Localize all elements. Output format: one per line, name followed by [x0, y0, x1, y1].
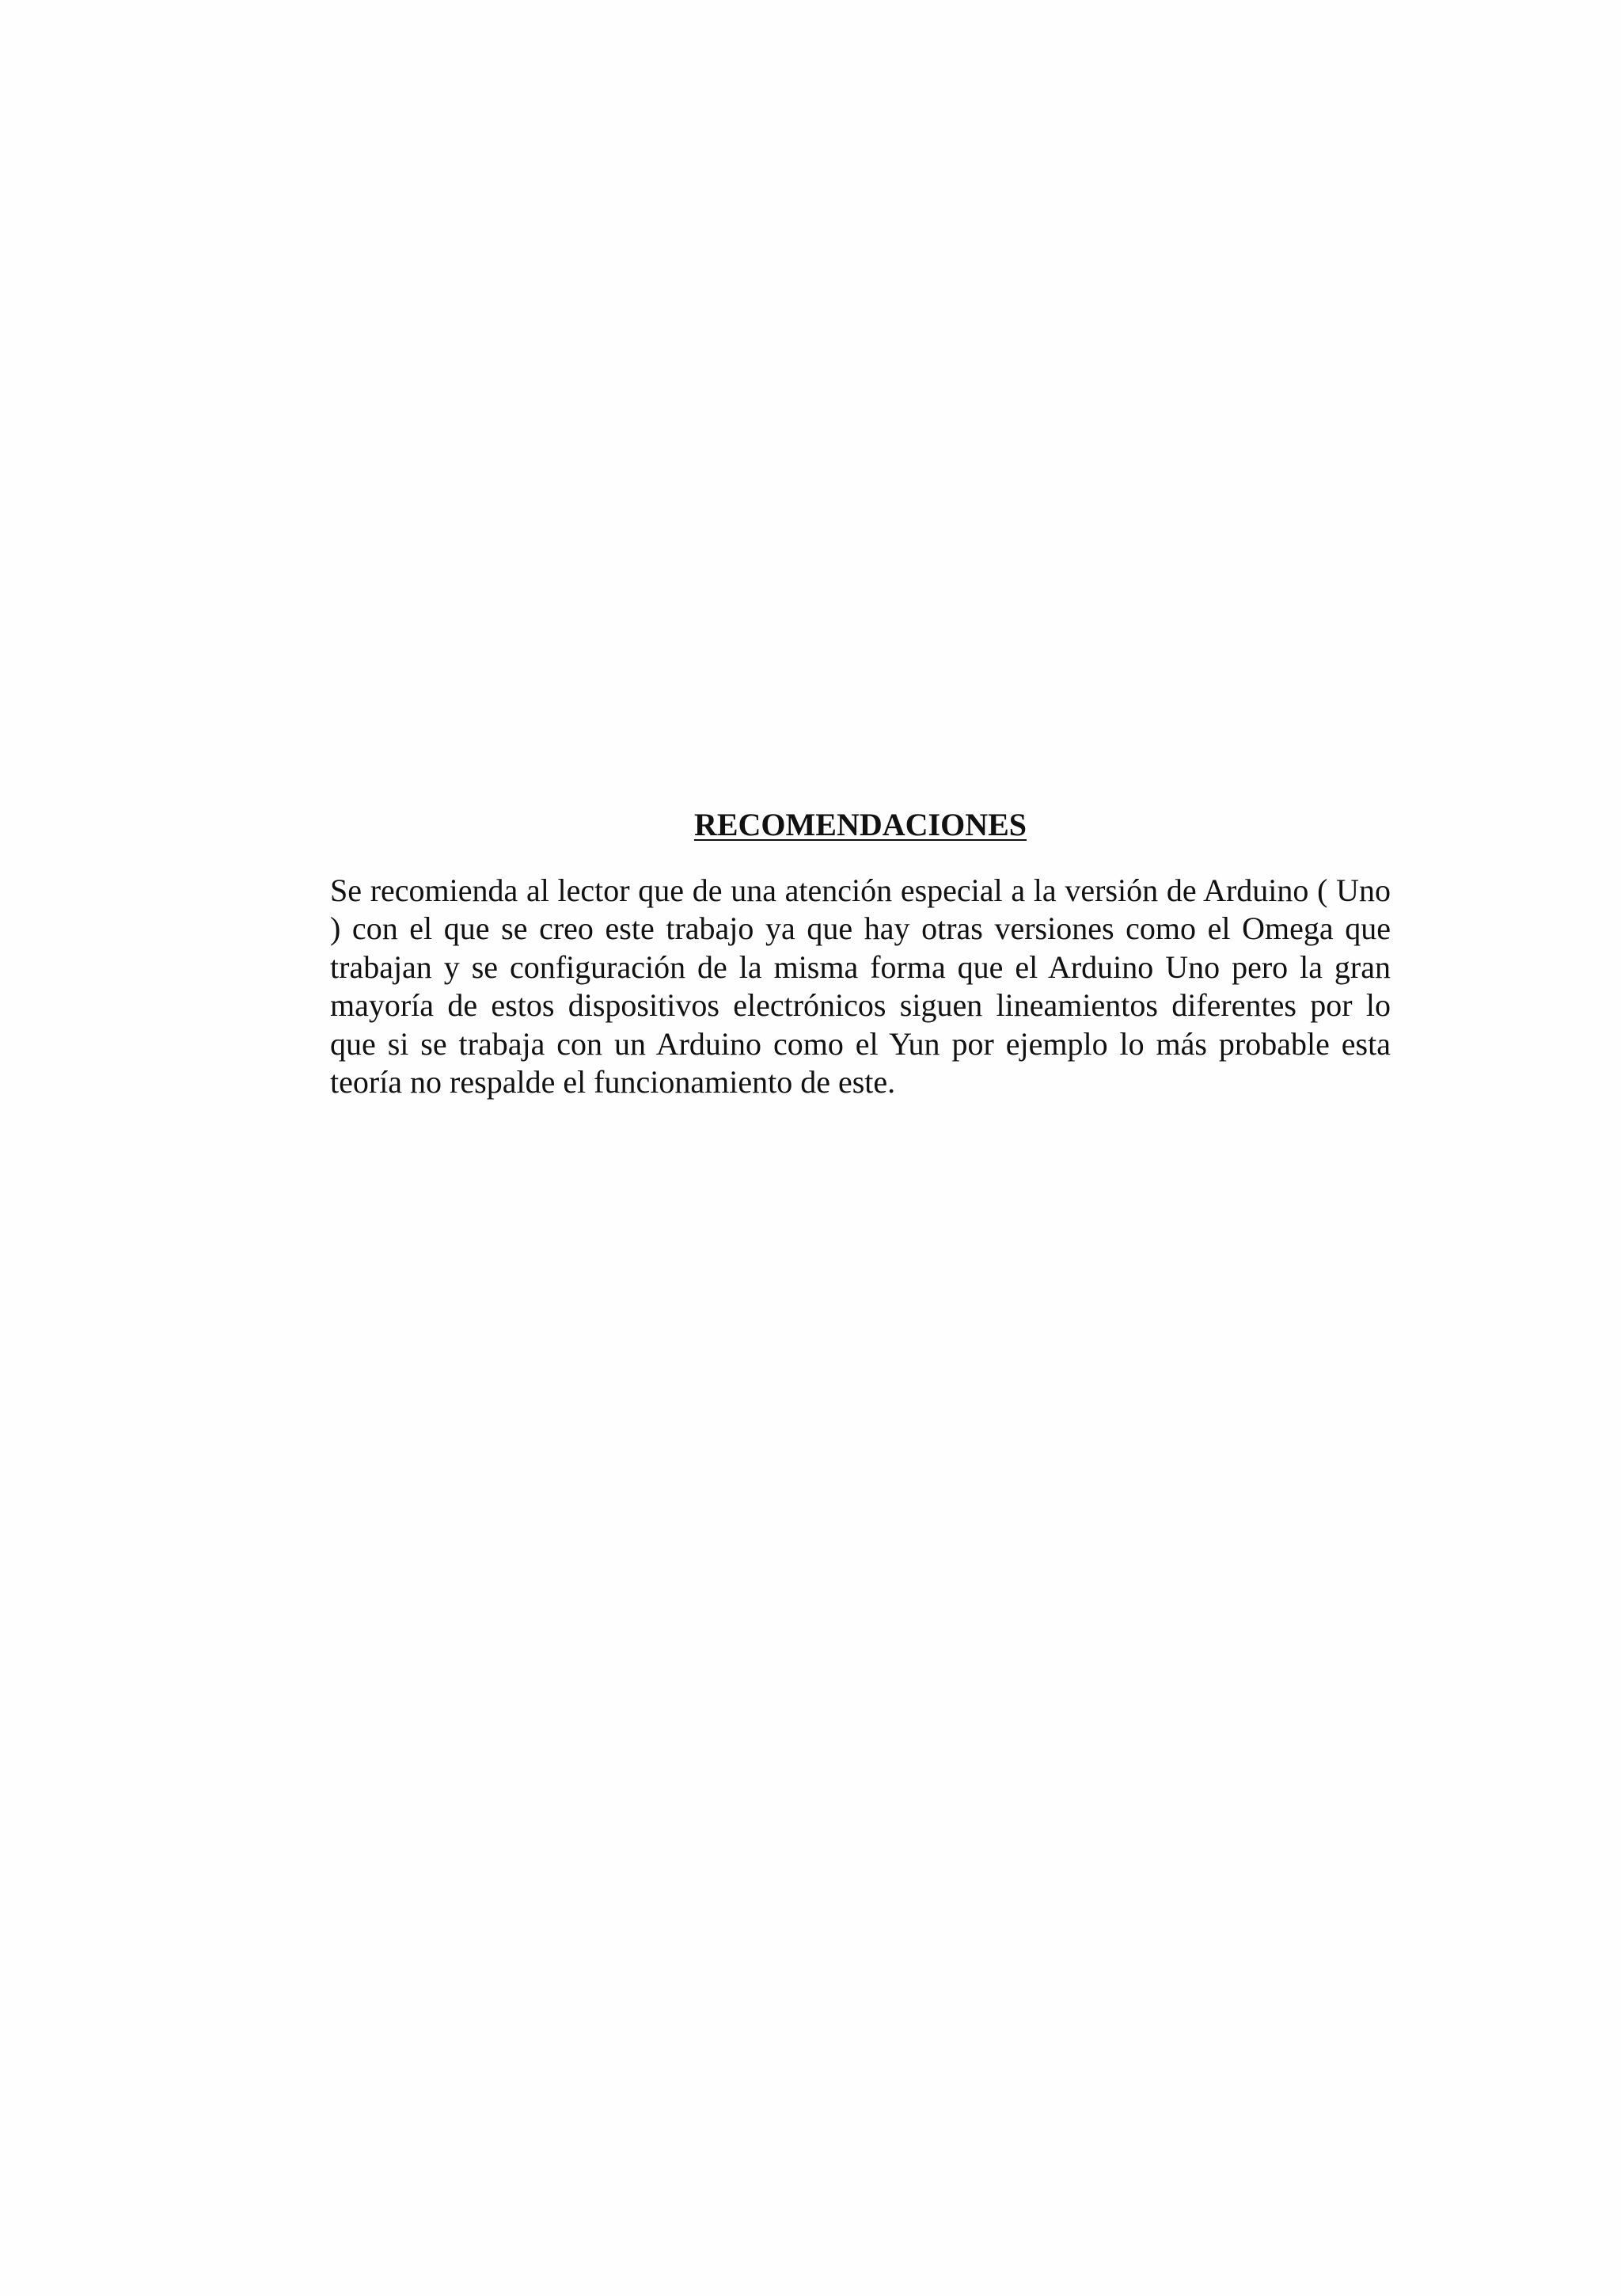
document-content: [330, 800, 1391, 1101]
section-heading: [330, 800, 1391, 850]
recommendation-paragraph: Se recomienda al lector que de una atención especial a la versión de Arduino ( Uno ) con el que se creo este trabajo ya que hay otras versiones como el Omega que trabajan y se configuración de la misma forma que el Arduino Uno pero la gran mayoría de estos dispositivos electrónicos siguen lineamientos diferentes por lo que si se trabaja con un Arduino como el Yun por ejemplo lo más probable esta teoría no respalde el funcionamiento de este.: [330, 872, 1391, 1100]
section-heading-text: RECOMENDACIONES: [693, 807, 1027, 842]
